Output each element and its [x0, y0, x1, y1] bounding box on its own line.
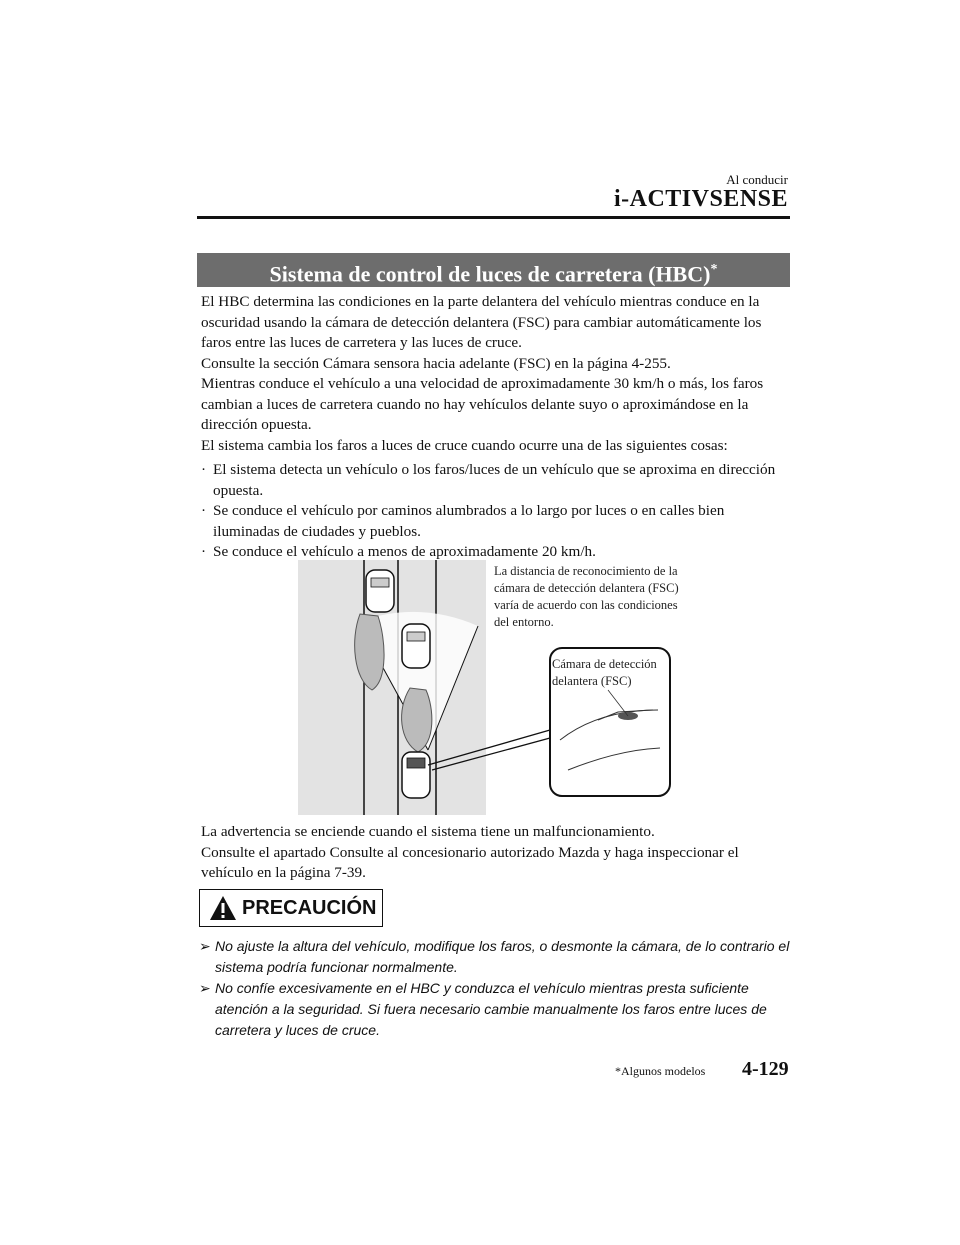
header-title: i-ACTIVSENSE	[613, 186, 788, 212]
arrow-icon: ➢	[199, 938, 211, 954]
figure-label-camera: Cámara de detección delantera (FSC)	[552, 657, 657, 688]
warning-icon	[209, 895, 237, 921]
paragraph: Consulte el apartado Consulte al concesionario autorizado Mazda y haga inspeccionar el vehículo en la página 7-39.	[201, 843, 739, 881]
bullet-item: · Se conduce el vehículo a menos de aproximadamente 20 km/h.	[201, 543, 596, 560]
arrow-icon: ➢	[199, 980, 211, 996]
caution-label: PRECAUCIÓN	[242, 897, 377, 919]
section-title-bar	[197, 253, 790, 287]
bullet-item: · El sistema detecta un vehículo o los faros/luces de un vehículo que se aproxima en dirección opuesta.	[201, 461, 776, 499]
paragraph: El HBC determina las condiciones en la parte delantera del vehículo mientras conduce en la oscuridad usando la cámara de detección delantera (FSC) para cambiar automáticamente los faros entre las luces de carretera y las luces de cruce.	[201, 293, 762, 351]
caution-item: ➢ No confíe excesivamente en el HBC y conduzca el vehículo mientras presta suficiente atención a la seguridad. Si fuera necesario cambie manualmente los faros entre luces de carretera y luces de cruce.	[199, 980, 767, 1038]
figure-label-range: La distancia de reconocimiento de la cámara de detección delantera (FSC) varía de acuerdo con las condiciones del entorno.	[494, 564, 679, 629]
bullet-list	[201, 460, 791, 563]
page-number: 4-129	[742, 1058, 789, 1080]
paragraph: Consulte la sección Cámara sensora hacia adelante (FSC) en la página 4-255.	[201, 354, 671, 372]
body-text	[201, 292, 791, 563]
body-text-after	[201, 822, 791, 884]
paragraph: El sistema cambia los faros a luces de cruce cuando ocurre una de las siguientes cosas:	[201, 436, 728, 454]
section-title: Sistema de control de luces de carretera (HBC)	[269, 261, 711, 287]
caution-list	[199, 936, 799, 1041]
caution-item: ➢ No ajuste la altura del vehículo, modifique los faros, o desmonte la cámara, de lo contrario el sistema podría funcionar normalmente.	[199, 938, 790, 975]
paragraph: La advertencia se enciende cuando el sistema tiene un malfuncionamiento.	[201, 823, 655, 840]
footer-note: *Algunos modelos	[615, 1064, 706, 1078]
caution-box	[199, 889, 383, 927]
header-rule	[197, 216, 790, 219]
paragraph: Mientras conduce el vehículo a una velocidad de aproximadamente 30 km/h o más, los faros cambian a luces de carretera cuando no hay vehículos delante suyo o aproximándose en la dirección opuesta.	[201, 375, 764, 433]
bullet-item: · Se conduce el vehículo por caminos alumbrados a lo largo por luces o en calles bien iluminadas de ciudades y pueblos.	[201, 502, 725, 540]
section-marker: *	[710, 262, 718, 277]
header-subtitle: Al conducir	[726, 172, 788, 187]
